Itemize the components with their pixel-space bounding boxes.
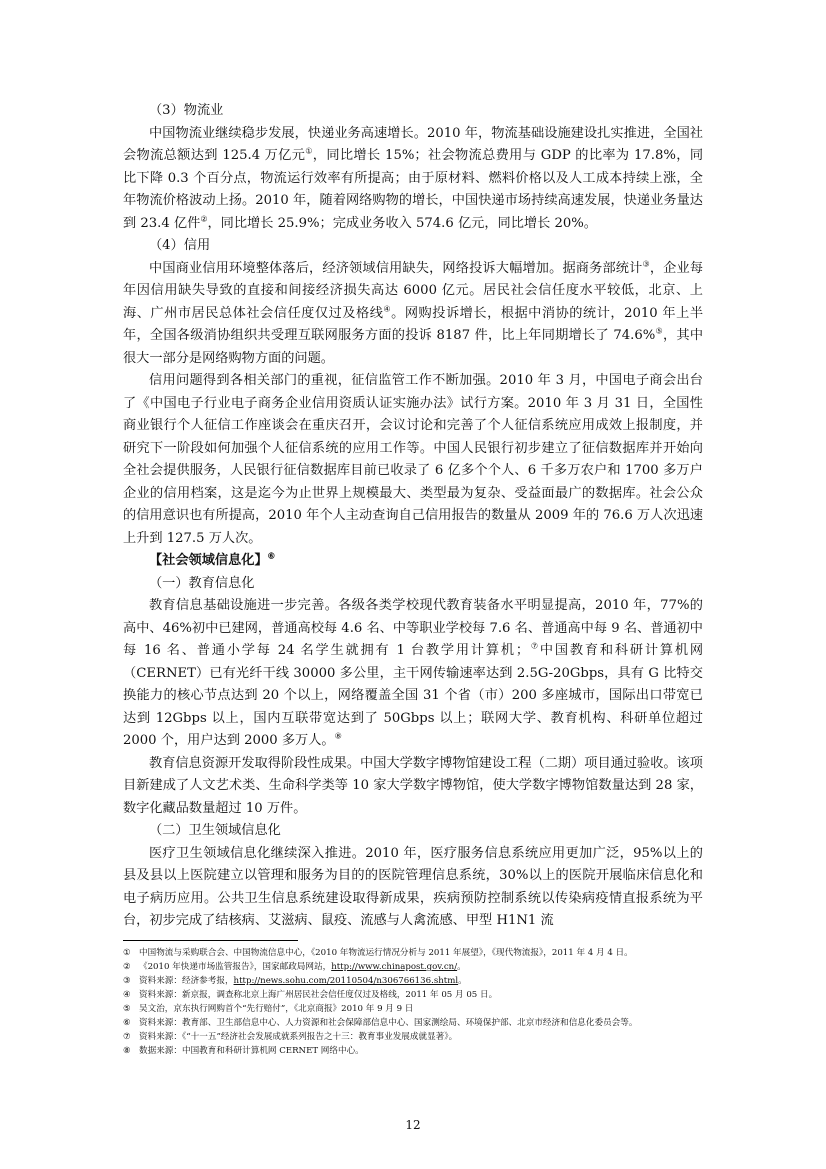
footnote-text: 数据来源：中国教育和科研计算机网 CERNET 网络中心。 [139,1046,364,1056]
footnote-number: ① [123,948,131,958]
heading-text: 【社会领域信息化】 [149,553,268,568]
section-heading-credit: （4）信用 [149,238,211,253]
footnote-text: 资料来源：教育部、卫生部信息中心、人力资源和社会保障部信息中心、国家测绘局、环境保护部、北京市经济和信息化委员会等。 [139,1018,638,1028]
text-run: ，其中很大一部分是网络购物方面的问题。 [123,328,704,366]
footnote-text: 资料来源：《“十一五”经济社会发展成就系列报告之十三：教育事业发展成就显著》。 [139,1032,458,1042]
paragraph-education-2: 教育信息资源开发取得阶段性成果。中国大学数字博物馆建设工程（二期）项目通过验收。该项目新建成了人文艺术类、生命科学类等 10 家大学数字博物馆，使大学数字博物馆数量达到 28 家，数字化藏品数量超过 10 万件。 [123,755,703,816]
paragraph-credit-2: 信用问题得到各相关部门的重视，征信监管工作不断加强。2010 年 3 月，中国电子商会出台了《中国电子行业电子商务企业信用资质认证实施办法》试行方案。2010 年 3 月 31 日，全国性商业银行个人征信工作座谈会在重庆召开，会议讨论和完善了个人征信系统应用成效上报制度，并研究下一阶段如何加强个人征信系统的应用工作等。中国人民银行初步建立了征信数据库并开始向全社会提供服务，人民银行征信数据库目前已收录了 6 亿多个个人、6 千多万农户和 1700 多万户企业的信用档案，这是迄今为止世界上规模最大、类型最为复杂、受益面最广的数据库。社会公众的信用意识也有所提高，2010 年个人主动查询自己信用报告的数量从 2009 年的 76.6 万人次迅速上升到 127.5 万人次。 [123,373,703,546]
footnote-ref-1[interactable]: ① [305,146,313,156]
footnote-text: 吴文治，京东执行网购首个“先行赔付”，《北京商报》2010 年 9 月 9 日 [139,1004,414,1014]
footnote-item [123,974,703,988]
text-run: ，同比增长 15%；社会物流总费用与 GDP 的比率为 17.8%，同比下降 0.3 个百分点，物流运行效率有所提高；由于原材料、燃料价格以及人工成本持续上涨，全年物流价格波动上扬。2010 年，随着网络购物的增长，中国快递市场持续高速发展，快递业务量达到 23.4 亿件 [123,148,704,231]
footnote-item [123,946,703,960]
footnote-item [123,1030,703,1044]
text-run: 资料来源：经济参考报， [139,976,234,986]
footnotes [123,946,703,1058]
footnote-text: 资料来源：新京报，调查称北京上海广州居民社会信任度仅过及格线，2011 年 05 月 05 日。 [139,990,498,1000]
footnote-link[interactable]: http://news.sohu.com/20110504/n306766136.shtml [233,976,459,986]
footnote-number: ③ [123,976,131,986]
footnote-ref-4[interactable]: ④ [383,304,392,314]
page-body [123,100,703,933]
footnote-number: ⑥ [123,1018,131,1028]
paragraph-credit-1 [123,258,703,371]
footnote-text: 中国物流与采购联合会、中国物流信息中心，《2010 年物流运行情况分析与 2011 年展望》，《现代物流报》，2011 年 4 月 4 日。 [139,948,633,958]
footnote-link[interactable]: http://www.chinapost.gov.cn/ [331,962,458,972]
text-run: 。 [458,976,467,986]
footnote-number: ② [123,962,131,972]
text-run: 中国商业信用环境整体落后，经济领域信用缺失，网络投诉大幅增加。据商务部统计 [149,260,643,276]
footnote-ref-2[interactable]: ② [200,214,208,224]
footnote-number: ⑦ [123,1032,131,1042]
footnote-text [139,960,703,974]
footnote-item [123,960,703,974]
page-number: 12 [405,1118,421,1132]
footnote-number: ⑤ [123,1004,131,1014]
footnote-divider [123,940,298,941]
text-run: 中国教育和科研计算机网（CERNET）已有光纤干线 30000 多公里，主干网传输速率达到 2.5G-20Gbps，具有 G 比特交换能力的核心节点达到 20 个以上，网络覆盖全国 31 个省（市）200 多座城市，国际出口带宽已达到 12Gbps 以上，国内互联带宽达到了 50Gbps 以上；联网大学、教育机构、科研单位超过 2000 个，用户达到 2000 多万人。 [123,643,704,748]
footnote-item [123,1044,703,1058]
text-run: ，同比增长 25.9%；完成业务收入 574.6 亿元，同比增长 20%。 [207,215,597,231]
footnote-number: ④ [123,990,131,1000]
footnote-ref-3[interactable]: ③ [642,259,650,269]
text-run: 中国物流业继续稳步发展，快递业务高速增长。2010 年，物流基础设施建设扎实推进，全国社会物流总额达到 125.4 万亿元 [123,125,703,163]
section-heading-health: （二）卫生领域信息化 [149,823,281,838]
footnote-ref-5[interactable]: ⑤ [655,326,663,336]
footnote-item [123,1002,703,1016]
text-run: 教育信息基础设施进一步完善。各级各类学校现代教育装备水平明显提高，2010 年，77%的高中、46%初中已建网，普通高校每 4.6 名、中等职业学校每 7.6 名、普通高中每 9 名、普通初中每 16 名、普通小学每 24 名学生就拥有 1 台教学用计算机； [123,598,703,658]
text-run: 。网购投诉增长，根据中消协的统计，2010 年上半年，全国各级消协组织共受理互联网服务方面的投诉 8187 件，比上年同期增长了 74.6% [123,305,704,343]
footnote-text [139,974,703,988]
text-run: 《2010 年快递市场监管报告》，国家邮政局网站， [139,962,332,972]
text-run: ，企业每年因信用缺失导致的直接和间接经济损失高达 6000 亿元。居民社会信任度水平较低，北京、上海、广州市居民总体社会信任度仅过及格线 [123,260,704,321]
footnote-number: ⑧ [123,1046,131,1056]
footnote-ref-8[interactable]: ⑧ [334,731,342,741]
paragraph-health: 医疗卫生领域信息化继续深入推进。2010 年，医疗服务信息系统应用更加广泛，95%以上的县及县以上医院建立以管理和服务为目的的医院管理信息系统，30%以上的医院开展临床信息化和电子病历应用。公共卫生信息系统建设取得新成果，疾病预防控制系统以传染病疫情直报系统为平台，初步完成了结核病、艾滋病、鼠疫、流感与人禽流感、甲型 H1N1 流 [123,845,703,928]
paragraph-education-1 [123,595,703,753]
footnote-ref-7[interactable]: ⑦ [529,641,540,651]
section-heading-education: （一）教育信息化 [149,575,255,591]
footnote-ref-6[interactable]: ⑥ [267,550,275,561]
section-heading-social [123,550,703,573]
text-run: 。 [457,962,466,972]
footnote-item [123,1016,703,1030]
section-heading-logistics: （3）物流业 [149,103,224,118]
footnote-item [123,988,703,1002]
paragraph-logistics [123,123,703,236]
